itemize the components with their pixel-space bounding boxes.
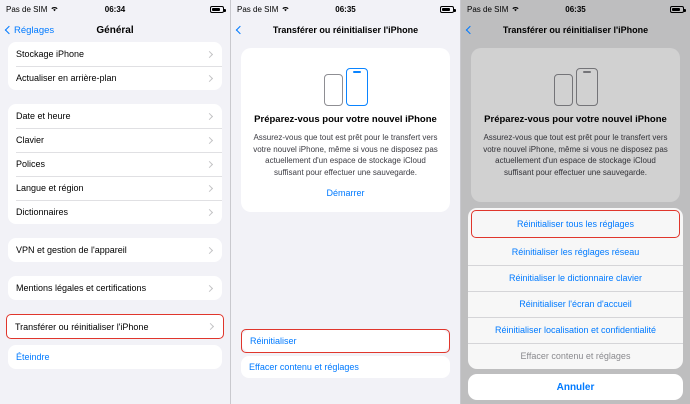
settings-group-vpn (8, 238, 222, 262)
sidebar-item-eteindre[interactable] (8, 345, 222, 369)
phones-illustration (483, 62, 668, 106)
row-label: VPN et gestion de l'appareil (16, 245, 127, 255)
chevron-right-icon (206, 184, 213, 191)
sidebar-item-vpn[interactable] (8, 238, 222, 262)
battery-icon (440, 6, 454, 13)
page-title: Transférer ou réinitialiser l'iPhone (502, 25, 649, 35)
chevron-left-icon (5, 26, 13, 34)
screen-reset-action-sheet (460, 0, 690, 404)
back-button-settings[interactable] (6, 25, 54, 36)
sidebar-item-stockage[interactable] (8, 42, 222, 66)
sheet-item-reset-network[interactable]: Réinitialiser les réglages réseau (511, 247, 640, 257)
row-label: Date et heure (16, 111, 71, 121)
status-right (440, 6, 454, 13)
chevron-right-icon (207, 323, 214, 330)
sheet-item-reset-location-privacy[interactable]: Réinitialiser localisation et confidentialité (468, 317, 683, 343)
battery-icon (670, 6, 684, 13)
action-sheet-options (468, 208, 683, 369)
chevron-right-icon (206, 112, 213, 119)
sidebar-item-dictionnaires[interactable] (8, 200, 222, 224)
page-title: Transférer ou réinitialiser l'iPhone (272, 25, 419, 35)
row-label: Polices (16, 159, 46, 169)
card-title: Préparez-vous pour votre nouvel iPhone (254, 114, 437, 125)
sidebar-item-langue-region[interactable] (8, 176, 222, 200)
row-label: Clavier (16, 135, 45, 145)
row-label: Dictionnaires (16, 207, 69, 217)
nav-bar (0, 18, 230, 42)
row-label: Mentions légales et certifications (16, 283, 147, 293)
row-label: Stockage iPhone (16, 49, 85, 59)
sidebar-item-date-heure[interactable] (8, 104, 222, 128)
chevron-right-icon (206, 136, 213, 143)
action-sheet (468, 208, 683, 400)
sheet-item-reset-all-settings[interactable]: Réinitialiser tous les réglages (516, 218, 635, 229)
screen-transfer-reset (230, 0, 460, 404)
row-label: Actualiser en arrière-plan (16, 73, 117, 83)
sheet-item-reset-keyboard-dictionary[interactable]: Réinitialiser le dictionnaire clavier (468, 265, 683, 291)
chevron-right-icon (206, 208, 213, 215)
nav-bar (231, 18, 460, 42)
battery-icon (210, 6, 224, 13)
settings-group-locale (8, 104, 222, 224)
highlight-box-reset-all (471, 210, 680, 238)
sidebar-item-mentions-legales[interactable] (8, 276, 222, 300)
carrier-label: Pas de SIM (467, 4, 509, 14)
page-title: Général (96, 24, 134, 36)
bottom-actions (241, 329, 450, 378)
carrier-label: Pas de SIM (237, 4, 279, 14)
status-bar (231, 0, 460, 18)
cancel-button[interactable]: Annuler (468, 374, 683, 400)
back-button[interactable] (467, 27, 473, 33)
prepare-card (241, 48, 450, 212)
phones-illustration (253, 62, 438, 106)
sheet-item-erase-content[interactable]: Effacer contenu et réglages (468, 343, 683, 369)
status-bar (0, 0, 230, 18)
chevron-left-icon (466, 26, 474, 34)
highlight-box-reset (241, 329, 450, 353)
back-button[interactable] (237, 27, 243, 33)
sheet-item-reset-home-screen[interactable]: Réinitialiser l'écran d'accueil (468, 291, 683, 317)
card-title: Préparez-vous pour votre nouvel iPhone (484, 114, 667, 125)
phone-front-icon (576, 68, 598, 106)
row-label: Langue et région (16, 183, 84, 193)
phone-back-icon (324, 74, 343, 106)
chevron-right-icon (206, 160, 213, 167)
chevron-left-icon (236, 26, 244, 34)
chevron-right-icon (206, 246, 213, 253)
start-link[interactable]: Démarrer (326, 188, 365, 199)
settings-group-shutdown (8, 345, 222, 369)
prepare-card (471, 48, 680, 202)
carrier-label: Pas de SIM (6, 4, 48, 14)
nav-bar (461, 18, 690, 42)
status-right (670, 6, 684, 13)
card-body: Assurez-vous que tout est prêt pour le transfert vers votre nouvel iPhone, même si vous ne disposez pas actuellement d'un espace de stockage iCloud suffisant pour effectuer une sauvegarde. (253, 133, 438, 177)
clock: 06:35 (565, 4, 586, 14)
row-label: Éteindre (16, 352, 50, 362)
clock: 06:35 (335, 4, 356, 14)
settings-group-storage (8, 42, 222, 90)
sidebar-item-clavier[interactable] (8, 128, 222, 152)
chevron-right-icon (206, 74, 213, 81)
clock: 06:34 (104, 4, 126, 14)
status-bar (461, 0, 690, 18)
status-right (210, 6, 224, 13)
phone-front-icon (346, 68, 368, 106)
settings-group-legal (8, 276, 222, 300)
chevron-right-icon (206, 284, 213, 291)
phone-back-icon (554, 74, 573, 106)
screen-general-settings (0, 0, 230, 404)
highlight-box-transfer-reset (6, 314, 224, 339)
row-label: Transférer ou réinitialiser l'iPhone (15, 321, 149, 332)
reset-button[interactable]: Réinitialiser (242, 330, 449, 352)
chevron-right-icon (206, 50, 213, 57)
sidebar-item-transferer-reinitialiser[interactable] (7, 315, 223, 338)
sidebar-item-polices[interactable] (8, 152, 222, 176)
back-button-label: Réglages (14, 24, 55, 36)
erase-content-button[interactable]: Effacer contenu et réglages (241, 356, 450, 378)
card-body: Assurez-vous que tout est prêt pour le transfert vers votre nouvel iPhone, même si vous ne disposez pas actuellement d'un espace de stockage iCloud suffisant pour effectuer une sauvegarde. (483, 133, 668, 177)
sidebar-item-background-refresh[interactable] (8, 66, 222, 90)
